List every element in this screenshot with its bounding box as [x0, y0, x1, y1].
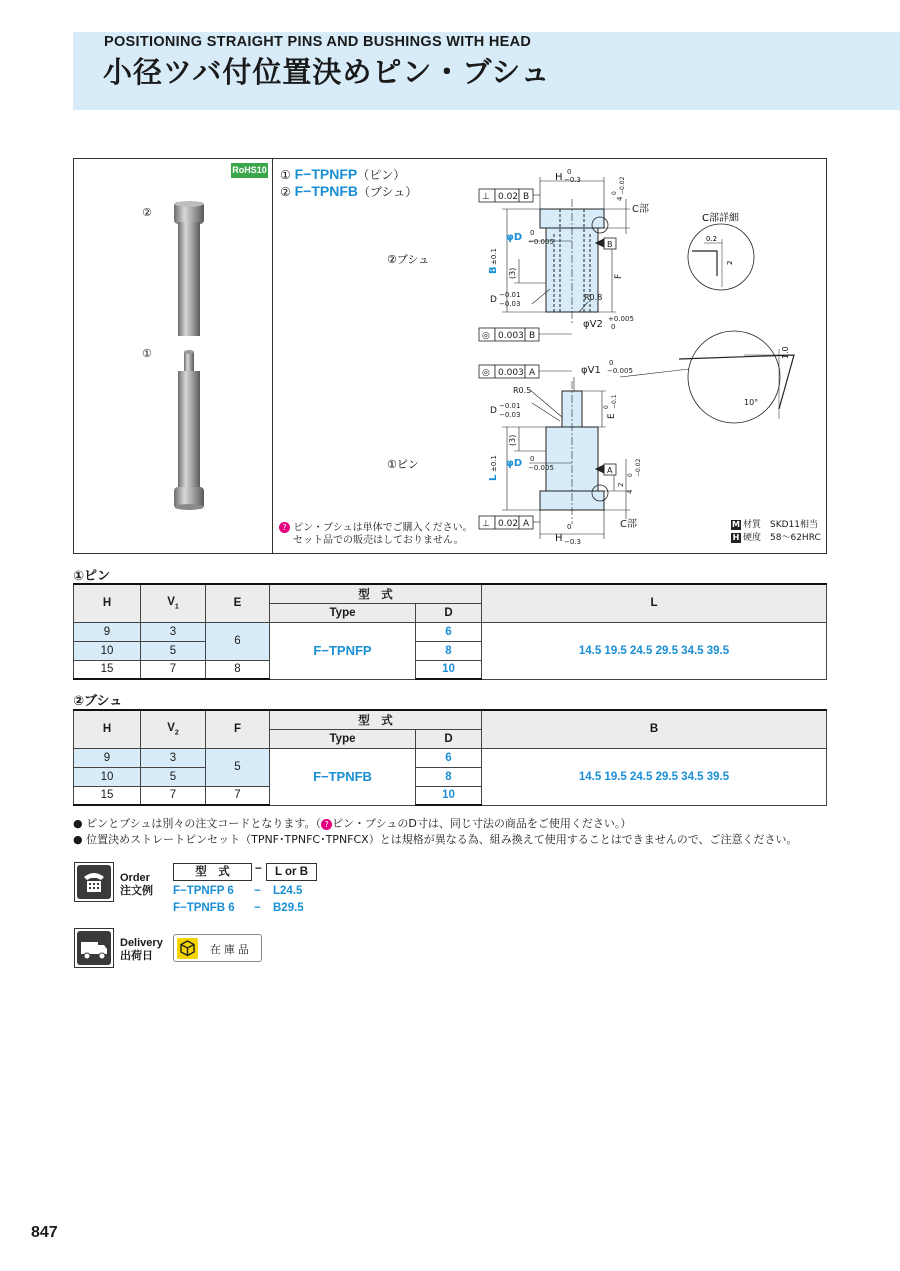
- pin-four-up: 0: [627, 473, 634, 477]
- bush-conc-datum: B: [529, 331, 536, 341]
- pin-h-low: −0.3: [564, 538, 581, 546]
- c-detail-2: 2: [726, 260, 734, 265]
- bush-b-tol: ±0.1: [490, 248, 498, 265]
- note-icon: ?: [279, 522, 290, 533]
- pin-phi-v1: φV1: [581, 365, 601, 376]
- pin-v1-low: −0.005: [607, 367, 633, 375]
- pin-two: 2: [617, 482, 625, 487]
- technical-drawing: [274, 159, 827, 553]
- pin-v1-up: 0: [609, 359, 614, 367]
- title-en: POSITIONING STRAIGHT PINS AND BUSHINGS WITH HEAD: [104, 34, 532, 50]
- material-spec: M 材質 SKD11相当 H 硬度 58～62HRC: [732, 520, 821, 543]
- table-row: 15 7 7 10: [74, 786, 827, 805]
- bush-b-dim: B: [488, 266, 499, 274]
- pin-datum-a: A: [607, 466, 613, 475]
- bush-h-up: 0: [567, 168, 572, 176]
- page-header: [73, 32, 900, 110]
- pin-d-dim: D: [490, 406, 497, 416]
- pin-phi-d: φD: [506, 458, 523, 469]
- table-row: 15 7 8 10: [74, 660, 827, 679]
- photo-label-bushing: ②: [142, 206, 152, 219]
- bush-table-title: ②ブシュ: [73, 694, 123, 709]
- pin-d-up: −0.01: [499, 402, 521, 410]
- pin-perp-sym: ⊥: [482, 519, 490, 529]
- bush-h-dim: H: [555, 172, 563, 183]
- pin-phi-d-up: 0: [530, 455, 535, 463]
- package-icon: [177, 938, 198, 959]
- pin-four-low: −0.02: [635, 458, 642, 477]
- product-figure: [73, 158, 827, 554]
- label-pin: ①ピン: [387, 458, 419, 471]
- c-detail-drawing: [688, 224, 754, 290]
- bush-spec-table: H $V_2$ F 型 式 B Type D 9 3 5 F−TPNFB 6 14.5 19.5 24.5 29.5 34.5 39.5 10 5 8 15 7 7 10: [73, 709, 827, 806]
- notes: [73, 816, 798, 848]
- pin-four: 4: [626, 489, 634, 494]
- pin-spec-table: H $V_1$ E 型 式 L Type D 9 3 6 F−TPNFP 6 14.5 19.5 24.5 29.5 34.5 39.5 10 5 8 15 7 8 10: [73, 583, 827, 680]
- rohs-badge: RoHS10: [231, 163, 268, 178]
- pin-e-up: 0: [603, 405, 610, 409]
- bush-h-low: −0.3: [564, 176, 581, 184]
- note-1: ● ピンとブシュは別々の注文コードとなります。（ ? ピン・ブシュのD寸は、同じ寸法の商品をご使用ください。）: [73, 817, 632, 830]
- title-jp: 小径ツバ付位置決めピン・ブシュ: [103, 55, 551, 89]
- bush-three: (3): [508, 267, 517, 279]
- bush-conc-val: 0.003: [498, 331, 524, 341]
- truck-icon: [74, 928, 114, 968]
- stock-badge: 在庫品: [173, 934, 262, 962]
- order-ex1-code: F−TPNFP 6: [173, 885, 234, 897]
- pin-drawing: [479, 331, 794, 539]
- pin-c-part: C部: [620, 519, 637, 530]
- bush-v2-low: 0: [611, 323, 616, 331]
- order-ex2-code: F−TPNFB 6: [173, 902, 235, 914]
- tip-detail-angle: 10°: [744, 398, 759, 407]
- tip-detail-10: 1.0: [781, 346, 790, 359]
- bush-f-dim: F: [614, 273, 624, 279]
- pin-conc-datum: A: [529, 368, 536, 378]
- bush-d-low: −0.03: [499, 300, 521, 308]
- c-detail-02: 0.2: [706, 235, 718, 243]
- pin-three: (3): [508, 434, 517, 446]
- model-bushing: ② F−TPNFB（ブシュ）: [280, 183, 418, 199]
- pin-perp-datum: A: [523, 519, 530, 529]
- pin-r05: R0.5: [513, 386, 532, 395]
- phone-icon: [74, 862, 114, 902]
- page-number: 847: [31, 1224, 58, 1241]
- bush-four-up: 0: [611, 191, 618, 195]
- bush-conc-sym: ◎: [482, 331, 490, 341]
- bush-d-up: −0.01: [499, 291, 521, 299]
- bush-r08: R0.8: [584, 293, 603, 302]
- pin-l-tol: ±0.1: [490, 455, 498, 472]
- photo-label-pin: ①: [142, 347, 152, 360]
- delivery-label: Delivery 出荷日: [120, 937, 163, 962]
- bush-perp-val: 0.02: [498, 192, 519, 202]
- table-row: 9 3 6 F−TPNFP 6 14.5 19.5 24.5 29.5 34.5 39.5: [74, 622, 827, 641]
- model-pin: ① F−TPNFP（ピン）: [280, 166, 406, 182]
- bush-phi-v2: φV2: [583, 319, 603, 330]
- bush-four: 4: [616, 196, 624, 201]
- figure-note: ? ピン・ブシュは単体でご購入ください。 セット品での販売はしておりません。: [279, 522, 473, 547]
- bush-perp-sym: ⊥: [482, 192, 490, 202]
- bush-d-dim: D: [490, 295, 497, 305]
- pin-l-dim: L: [488, 474, 499, 481]
- pin-e-dim: E: [607, 413, 617, 419]
- bush-datum-b2: B: [607, 240, 613, 249]
- order-ex2-val: B29.5: [273, 902, 304, 914]
- table-row: 10 5 8: [74, 641, 827, 660]
- pin-conc-val: 0.003: [498, 368, 524, 378]
- bush-v2-up: +0.005: [608, 315, 634, 323]
- pin-h-dim: H: [555, 533, 563, 544]
- table-row: 9 3 5 F−TPNFB 6 14.5 19.5 24.5 29.5 34.5 39.5: [74, 748, 827, 767]
- product-photo-area: [74, 159, 273, 553]
- label-bushing: ②ブシュ: [387, 253, 430, 266]
- bush-phi-d-up: 0: [530, 229, 535, 237]
- c-detail-label: C部詳細: [702, 213, 739, 224]
- pin-h-up: 0: [567, 523, 572, 531]
- bush-four-low: −0.02: [619, 176, 626, 195]
- bush-phi-d-low: −0.005: [528, 238, 554, 246]
- pin-conc-sym: ◎: [482, 368, 490, 378]
- product-photo: [74, 159, 273, 553]
- bush-datum-b: B: [523, 192, 530, 202]
- pin-e-low: −0.1: [611, 394, 618, 409]
- bush-phi-d: φD: [506, 232, 523, 243]
- pin-phi-d-low: −0.005: [528, 464, 554, 472]
- note-2: ● 位置決めストレートピンセット（TPNF･TPNFC･TPNFCX）とは規格が異なる為、組み換えて使用することはできませんので、ご注意ください。: [73, 833, 798, 846]
- table-row: 10 5 8: [74, 767, 827, 786]
- pin-perp-val: 0.02: [498, 519, 519, 529]
- order-ex1-val: L24.5: [273, 885, 303, 897]
- pin-table-title: ①ピン: [73, 569, 111, 584]
- bush-c-part: C部: [632, 204, 649, 215]
- order-label: Order 注文例: [120, 872, 153, 897]
- pin-d-low: −0.03: [499, 411, 521, 419]
